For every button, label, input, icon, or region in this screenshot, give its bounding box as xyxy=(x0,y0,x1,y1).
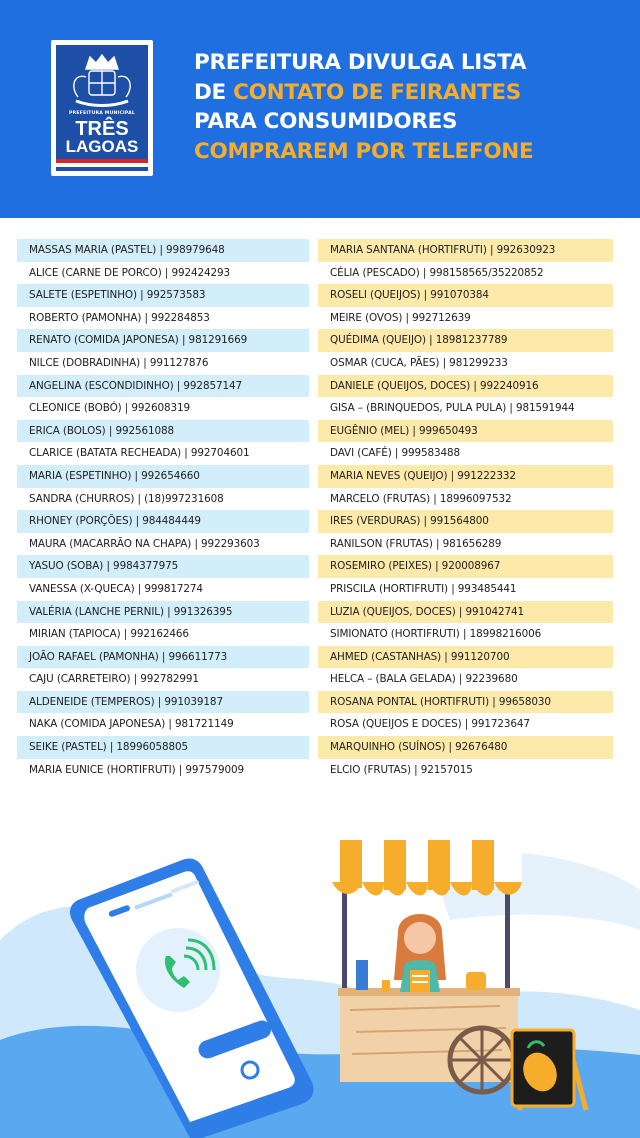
list-item: SIMIONATO (HORTIFRUTI) | 18998216006 xyxy=(330,628,542,641)
list-item: ALICE (CARNE DE PORCO) | 992424293 xyxy=(29,266,231,279)
illustration xyxy=(0,820,640,1138)
list-item: MARIA EUNICE (HORTIFRUTI) | 997579009 xyxy=(29,763,244,776)
list-item: SEIKE (PASTEL) | 18996058805 xyxy=(17,736,309,759)
coat-of-arms-icon xyxy=(56,47,148,111)
list-item: CÉLIA (PESCADO) | 998158565/35220852 xyxy=(330,266,544,279)
list-item: MARIA (ESPETINHO) | 992654660 xyxy=(17,465,309,488)
title-line-2-highlight: CONTATO DE FEIRANTES xyxy=(233,79,521,105)
title-line-4: COMPRAREM POR TELEFONE xyxy=(194,138,534,164)
list-item: SALETE (ESPETINHO) | 992573583 xyxy=(17,284,309,307)
title-line-3: PARA CONSUMIDORES xyxy=(194,109,458,134)
title-line-1: PREFEITURA DIVULGA LISTA xyxy=(194,50,527,75)
list-item: ANGELINA (ESCONDIDINHO) | 992857147 xyxy=(17,375,309,398)
list-item: NILCE (DOBRADINHA) | 991127876 xyxy=(29,356,209,369)
list-item: EUGÊNIO (MEL) | 999650493 xyxy=(318,420,613,443)
list-item: MARCELO (FRUTAS) | 18996097532 xyxy=(330,492,512,505)
city-logo xyxy=(51,40,153,176)
list-item: DAVI (CAFÉ) | 999583488 xyxy=(330,447,461,460)
lemon-sign-icon xyxy=(512,1030,586,1110)
list-item: MEIRE (OVOS) | 992712639 xyxy=(330,311,471,324)
list-item: IRES (VERDURAS) | 991564800 xyxy=(318,510,613,533)
title-line-2 xyxy=(194,78,634,108)
list-item: MASSAS MARIA (PASTEL) | 998979648 xyxy=(17,239,309,262)
list-item: SANDRA (CHURROS) | (18)997231608 xyxy=(29,492,224,505)
list-item: ELCIO (FRUTAS) | 92157015 xyxy=(330,763,473,776)
list-item: JOÃO RAFAEL (PAMONHA) | 996611773 xyxy=(17,646,309,669)
list-item: MARIA NEVES (QUEIJO) | 991222332 xyxy=(318,465,613,488)
list-item: RENATO (COMIDA JAPONESA) | 981291669 xyxy=(17,329,309,352)
page-title xyxy=(194,48,634,166)
cart-wheel-icon xyxy=(450,1028,514,1092)
vendor-list-left xyxy=(17,239,309,781)
list-item: GISA – (BRINQUEDOS, PULA PULA) | 981591944 xyxy=(330,402,575,415)
list-item: CAJU (CARRETEIRO) | 992782991 xyxy=(29,673,199,686)
list-item: MAURA (MACARRÃO NA CHAPA) | 992293603 xyxy=(29,537,260,550)
list-item: HELCA – (BALA GELADA) | 92239680 xyxy=(330,673,518,686)
header-banner xyxy=(0,0,640,218)
list-item: ROSEMIRO (PEIXES) | 920008967 xyxy=(318,555,613,578)
list-item: ERICA (BOLOS) | 992561088 xyxy=(17,420,309,443)
list-item: VALÉRIA (LANCHE PERNIL) | 991326395 xyxy=(17,601,309,624)
list-item: CLARICE (BATATA RECHEADA) | 992704601 xyxy=(29,447,250,460)
list-item: RANILSON (FRUTAS) | 981656289 xyxy=(330,537,502,550)
vendor-icon xyxy=(356,914,486,992)
list-item: MARQUINHO (SUÍNOS) | 92676480 xyxy=(318,736,613,759)
list-item: QUÉDIMA (QUEIJO) | 18981237789 xyxy=(318,329,613,352)
call-icon xyxy=(136,928,220,1012)
list-item: MIRIAN (TAPIOCA) | 992162466 xyxy=(29,628,189,641)
list-item: AHMED (CASTANHAS) | 991120700 xyxy=(318,646,613,669)
list-item: MARIA SANTANA (HORTIFRUTI) | 992630923 xyxy=(318,239,613,262)
list-item: ROSA (QUEIJOS E DOCES) | 991723647 xyxy=(330,718,530,731)
list-item: RHONEY (PORÇÕES) | 984484449 xyxy=(17,510,309,533)
list-item: ROSANA PONTAL (HORTIFRUTI) | 99658030 xyxy=(318,691,613,714)
list-item: NAKA (COMIDA JAPONESA) | 981721149 xyxy=(29,718,234,731)
list-item: LUZIA (QUEIJOS, DOCES) | 991042741 xyxy=(318,601,613,624)
list-item: VANESSA (X-QUECA) | 999817274 xyxy=(29,582,203,595)
list-item: OSMAR (CUCA, PÃES) | 981299233 xyxy=(330,356,508,369)
list-item: DANIELE (QUEIJOS, DOCES) | 992240916 xyxy=(318,375,613,398)
title-line-2-prefix: DE xyxy=(194,79,234,105)
logo-line-1: TRÊS xyxy=(75,118,129,140)
list-item: ALDENEIDE (TEMPEROS) | 991039187 xyxy=(17,691,309,714)
list-item: ROBERTO (PAMONHA) | 992284853 xyxy=(29,311,210,324)
list-item: CLEONICE (BOBÓ) | 992608319 xyxy=(29,402,191,415)
list-item: YASUO (SOBA) | 9984377975 xyxy=(17,555,309,578)
logo-line-2: LAGOAS xyxy=(65,137,139,156)
list-item: ROSELI (QUEIJOS) | 991070384 xyxy=(318,284,613,307)
list-item: PRISCILA (HORTIFRUTI) | 993485441 xyxy=(330,582,517,595)
logo-subtitle: PREFEITURA MUNICIPAL xyxy=(69,111,135,116)
vendor-list-right xyxy=(318,239,613,781)
